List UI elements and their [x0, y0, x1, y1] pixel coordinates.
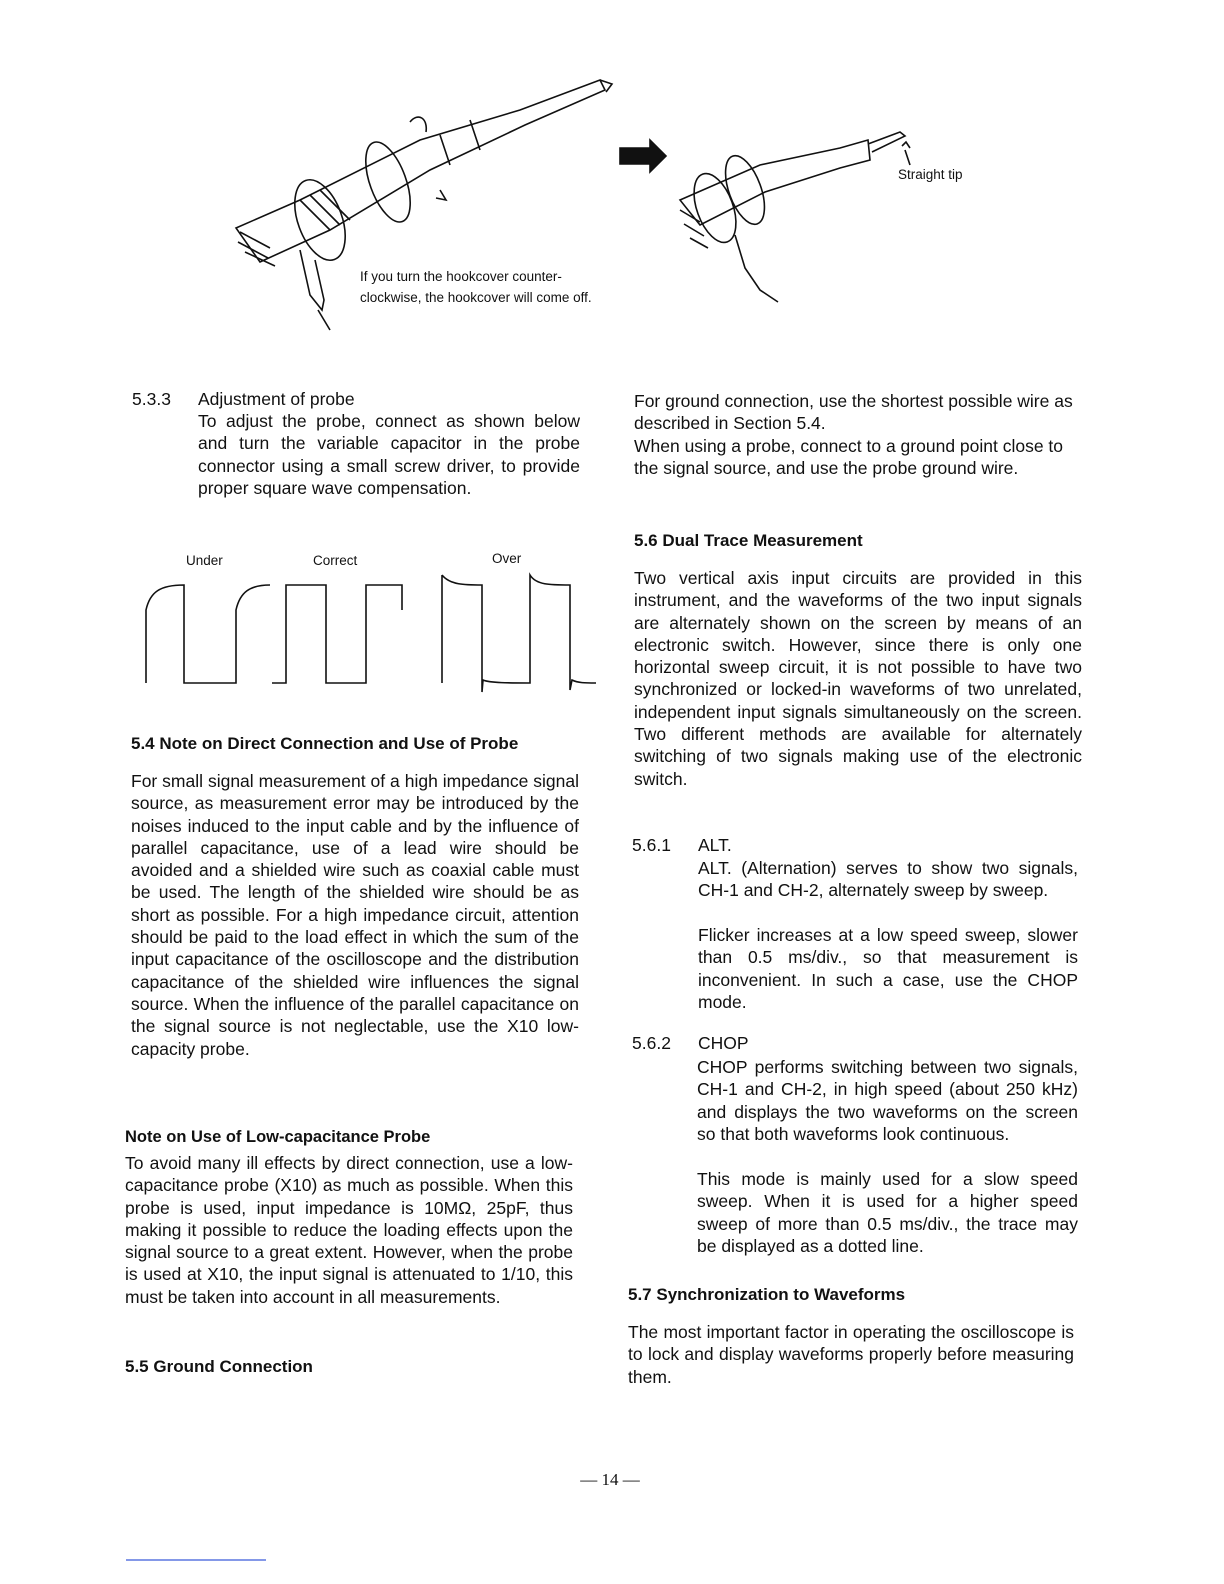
section-5-6-body: Two vertical axis input circuits are provided in this instrument, and the waveforms of the two input signals are alternately shown on the screen by means of an electronic switch. However, since there is only one horizontal sweep circuit, it is not possible to have two synchronized or locked-in waveforms of two unrelated, independent input signals simultaneously on the screen. Two different methods are available for alternately switching of two signals making use of the electronic switch.	[634, 568, 1082, 789]
straight-tip-label: Straight tip	[898, 167, 963, 182]
section-5-6-1-body-1: ALT. (Alternation) serves to show two signals, CH-1 and CH-2, alternately sweep by sweep.	[698, 858, 1078, 901]
note-body: To avoid many ill effects by direct connection, use a low-capacitance probe (X10) as much as possible. When this probe is used, input impedance is 10MΩ, 25pF, thus making it possible to reduce the loading effects upon the signal source to a great extent. However, when the probe is used at X10, the input signal is attenuated to 1/10, this must be taken into account in all measurements.	[125, 1153, 573, 1307]
page-number: — 14 —	[580, 1470, 640, 1489]
section-5-6-2-body-1: CHOP performs switching between two signals, CH-1 and CH-2, in high speed (about 250 kHz) and displays the two waveforms on the screen so that both waveforms look continuous.	[697, 1057, 1078, 1144]
figure-caption: If you turn the hookcover counter- clockwise, the hookcover will come off.	[360, 269, 592, 305]
section-5-4-body: For small signal measurement of a high impedance signal source, as measurement error may be introduced by the noises induced to the input cable and by the influence of parallel capacitance, use of a lead wire should be avoided and a shielded wire such as coaxial cable must be used. The length of the shielded wire should be as short as possible. For a high impedance circuit, attention should be paid to the load effect in which the sum of the input capacitance of the oscilloscope and the distribution capacitance of the shielded wire influences the signal source. When the influence of the parallel capacitance on the signal source is not neglectable, use the X10 low-capacity probe.	[131, 771, 579, 1059]
section-5-5-heading: 5.5 Ground Connection	[125, 1357, 313, 1376]
section-title: Adjustment of probe	[198, 389, 355, 409]
section-5-4-heading: 5.4 Note on Direct Connection and Use of Probe	[131, 734, 519, 753]
section-number: 5.6.1	[632, 835, 671, 855]
section-5-3-3-body: To adjust the probe, connect as shown below and turn the variable capacitor in the probe connector using a small screw driver, to provide proper square wave compensation.	[198, 411, 580, 498]
note-heading: Note on Use of Low-capacitance Probe	[125, 1128, 431, 1146]
section-title: CHOP	[698, 1033, 749, 1053]
section-5-7-heading: 5.7 Synchronization to Waveforms	[628, 1285, 906, 1304]
section-5-7-body: The most important factor in operating the oscilloscope is to lock and display waveforms properly before measuring them.	[628, 1322, 1074, 1387]
wave-label-over: Over	[492, 551, 522, 566]
section-5-3-3-heading	[132, 388, 582, 410]
wave-label-correct: Correct	[313, 553, 358, 568]
section-5-6-2-body-2: This mode is mainly used for a slow speed sweep. When it is used for a higher speed sweep of more than 0.5 ms/div., the trace may be displayed as a dotted line.	[697, 1169, 1078, 1256]
section-number: 5.6.2	[632, 1033, 671, 1053]
section-title: ALT.	[698, 835, 732, 855]
section-number: 5.3.3	[132, 389, 171, 409]
section-5-6-2-heading	[632, 1032, 1082, 1054]
section-5-5-body: For ground connection, use the shortest possible wire as described in Section 5.4. When using a probe, connect to a ground point close to the signal source, and use the probe ground wire.	[634, 391, 1073, 478]
section-5-6-1-body-2: Flicker increases at a low speed sweep, slower than 0.5 ms/div., so that measurement is inconvenient. In such a case, use the CHOP mode.	[698, 925, 1078, 1012]
section-5-6-1-heading	[632, 834, 1082, 856]
section-5-6-heading: 5.6 Dual Trace Measurement	[634, 531, 863, 550]
wave-label-under: Under	[186, 553, 223, 568]
